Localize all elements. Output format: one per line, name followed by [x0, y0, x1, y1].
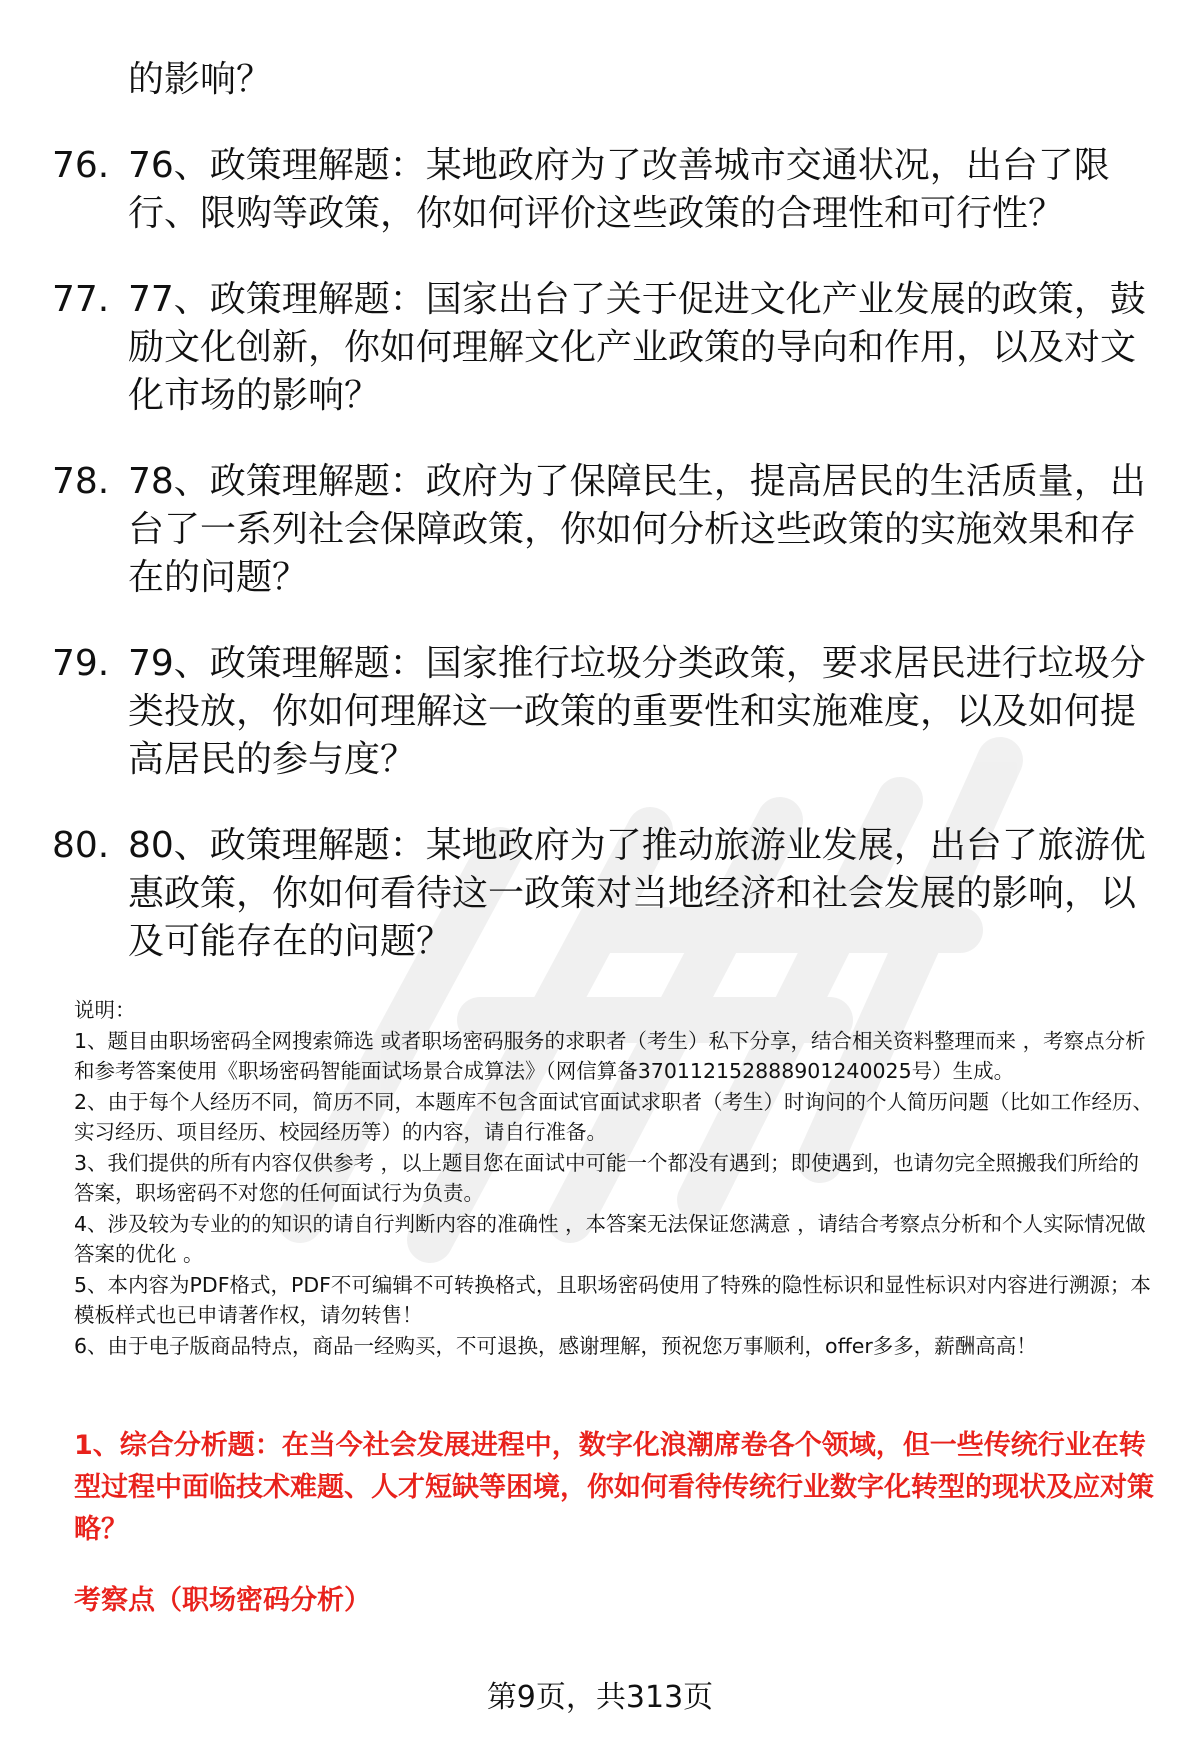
question-number: 76.	[52, 145, 110, 186]
question-item	[0, 142, 1200, 238]
question-item	[0, 640, 1200, 784]
note-item: 6、由于电子版商品特点，商品一经购买，不可退换，感谢理解，预祝您万事顺利，offer多多，薪酬高高！	[74, 1333, 1037, 1358]
question-text: 77、政策理解题：国家出台了关于促进文化产业发展的政策，鼓励文化创新，你如何理解文化产业政策的导向和作用，以及对文化市场的影响？	[128, 279, 1146, 416]
question-number: 80.	[52, 825, 110, 866]
note-item: 3、我们提供的所有内容仅供参考 ，以上题目您在面试中可能一个都没有遇到；即使遇到，也请勿完全照搬我们所给的答案，职场密码不对您的任何面试行为负责。	[74, 1150, 1140, 1205]
question-number: 77.	[52, 279, 110, 320]
question-item	[0, 458, 1200, 602]
question-item	[0, 822, 1200, 966]
question-list	[0, 142, 1200, 1004]
note-item: 5、本内容为PDF格式，PDF不可编辑不可转换格式，且职场密码使用了特殊的隐性标识和显性标识对内容进行溯源；本模板样式也已申请著作权，请勿转售！	[74, 1272, 1151, 1327]
page-footer: 第9页，共313页	[486, 1680, 714, 1715]
question-text: 80、政策理解题：某地政府为了推动旅游业发展，出台了旅游优惠政策，你如何看待这一政策对当地经济和社会发展的影响，以及可能存在的问题？	[128, 825, 1146, 962]
question-number: 79.	[52, 643, 110, 684]
question-number: 78.	[52, 461, 110, 502]
highlighted-question: 1、综合分析题：在当今社会发展进程中，数字化浪潮席卷各个领域，但一些传统行业在转型过程中面临技术难题、人才短缺等困境，你如何看待传统行业数字化转型的现状及应对策略？	[74, 1430, 1154, 1545]
notes-title: 说明：	[74, 998, 136, 1022]
analysis-heading: 考察点（职场密码分析）	[74, 1585, 371, 1616]
notes-section	[74, 995, 1154, 1361]
question-text: 79、政策理解题：国家推行垃圾分类政策，要求居民进行垃圾分类投放，你如何理解这一政策的重要性和实施难度，以及如何提高居民的参与度？	[128, 643, 1146, 780]
question-item	[0, 276, 1200, 420]
note-item: 4、涉及较为专业的的知识的请自行判断内容的准确性 ，本答案无法保证您满意 ，请结合考察点分析和个人实际情况做答案的优化 。	[74, 1211, 1146, 1266]
note-item: 2、由于每个人经历不同，简历不同，本题库不包含面试官面试求职者（考生）时询问的个人简历问题（比如工作经历、实习经历、项目经历、校园经历等）的内容，请自行准备。	[74, 1089, 1154, 1144]
continuation-text: 的影响？	[128, 59, 273, 100]
question-text: 78、政策理解题：政府为了保障民生，提高居民的生活质量，出台了一系列社会保障政策，你如何分析这些政策的实施效果和存在的问题？	[128, 461, 1146, 598]
note-item: 1、题目由职场密码全网搜索筛选 或者职场密码服务的求职者（考生）私下分享，结合相关资料整理而来 ，考察点分析和参考答案使用《职场密码智能面试场景合成算法》（网信算备370112152888901240025号）生成。	[74, 1028, 1146, 1083]
question-text: 76、政策理解题：某地政府为了改善城市交通状况，出台了限行、限购等政策，你如何评价这些政策的合理性和可行性？	[128, 145, 1110, 234]
